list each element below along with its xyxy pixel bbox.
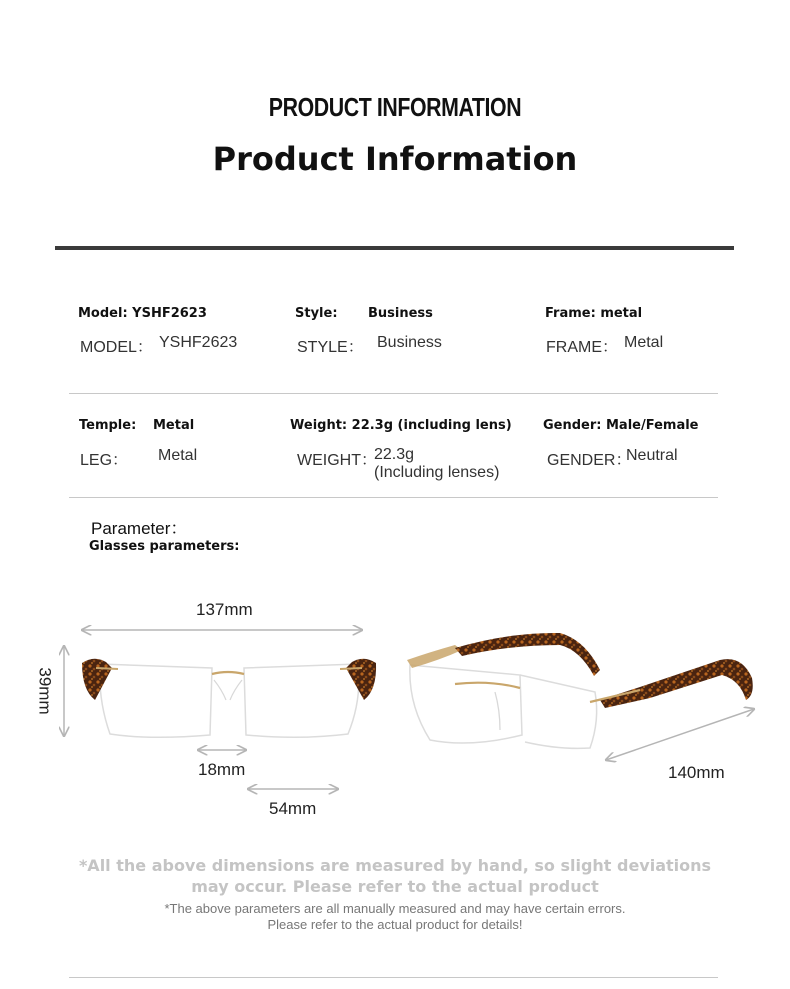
model-value: YSHF2623 xyxy=(159,334,238,351)
side-far-temple xyxy=(455,633,600,676)
weight-label: WEIGHT： xyxy=(297,452,377,469)
model-bold-label: Model: YSHF2623 xyxy=(78,306,207,321)
weight-value: 22.3g xyxy=(374,446,415,463)
model-label: MODEL： xyxy=(80,339,153,356)
leg-value: Metal xyxy=(158,447,198,464)
disclaimer-line-2: Please refer to the actual product for details! xyxy=(267,917,523,932)
disclaimer-line-1: *The above parameters are all manually measured and may have certain errors. xyxy=(164,901,626,916)
footer-divider xyxy=(69,977,718,978)
temple-length-dimension-line xyxy=(606,709,754,760)
style-label: STYLE： xyxy=(297,339,364,356)
side-near-temple xyxy=(600,659,753,708)
right-temple-tip xyxy=(346,659,376,700)
temple-bold-label: Temple: xyxy=(79,418,137,433)
glasses-parameters-label: Glasses parameters: xyxy=(89,539,240,554)
gender-value: Neutral xyxy=(626,447,678,464)
side-view-glasses xyxy=(407,633,753,748)
style-bold-label: Style: xyxy=(295,306,338,321)
gender-label: GENDER： xyxy=(547,452,632,469)
gender-bold-label: Gender: Male/Female xyxy=(543,418,699,433)
section-title-english: PRODUCT INFORMATION xyxy=(268,92,522,122)
front-view-glasses xyxy=(82,659,376,738)
lens-height-label: 39mm xyxy=(35,667,55,715)
measurement-disclaimer xyxy=(90,901,700,933)
temple-length-label: 140mm xyxy=(668,763,725,782)
lens-width-label: 54mm xyxy=(269,799,317,818)
weight-value-note: (Including lenses) xyxy=(374,464,500,481)
leg-label: LEG： xyxy=(80,452,129,469)
style-bold-value: Business xyxy=(368,306,433,321)
left-temple-tip xyxy=(82,659,112,700)
total-width-label: 137mm xyxy=(196,600,253,619)
style-value: Business xyxy=(377,334,442,351)
measurement-note: *All the above dimensions are measured by hand, so slight deviations may occur. Please refer to the actual product xyxy=(78,856,712,896)
section-title: Product Information xyxy=(212,140,578,178)
frame-value: Metal xyxy=(624,334,664,351)
parameter-label: Parameter： xyxy=(91,519,188,538)
weight-bold-label: Weight: 22.3g (including lens) xyxy=(290,418,512,433)
frame-bold-label: Frame: metal xyxy=(545,306,643,321)
frame-label: FRAME： xyxy=(546,339,619,356)
temple-bold-value: Metal xyxy=(153,418,195,433)
bridge-label: 18mm xyxy=(198,760,246,779)
